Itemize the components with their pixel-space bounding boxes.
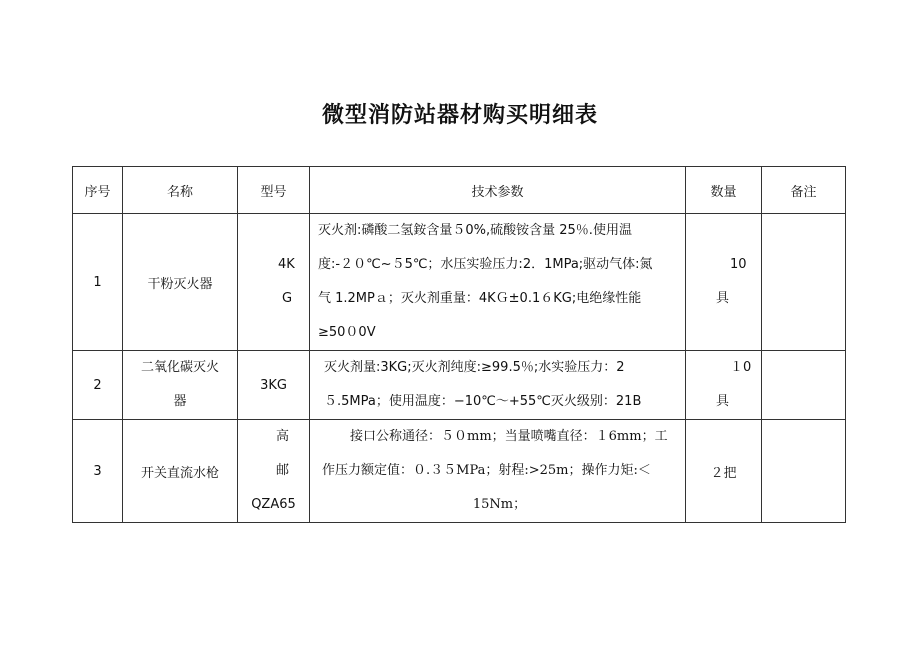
model-line: 邮: [275, 463, 289, 478]
model-line: G: [282, 291, 293, 306]
param-line: 作压力额定值：０.３５MPa；射程:>25m；操作力矩:＜: [322, 463, 651, 478]
name-line: 器: [173, 394, 187, 409]
row-index: 2: [73, 351, 123, 420]
row-params: [310, 420, 686, 523]
param-line: 气 1.2MPａ；灭火剂重量：4KＧ±0.1６KG;电绝缘性能: [318, 291, 642, 306]
row-name: [123, 351, 238, 420]
table-row: [73, 420, 846, 523]
row-index: 1: [73, 214, 123, 351]
header-name: 名称: [123, 167, 238, 214]
table-row: [73, 214, 846, 351]
param-line: ≥50０0V: [318, 325, 376, 340]
row-note: [762, 214, 846, 351]
table-header-row: [73, 167, 846, 214]
page-title: 微型消防站器材购买明细表: [321, 103, 598, 128]
row-name: 干粉灭火器: [123, 214, 238, 351]
row-note: [762, 420, 846, 523]
row-model: 3KG: [238, 351, 310, 420]
model-line: QZA65: [251, 497, 296, 512]
param-line: 15Nm；: [472, 497, 527, 512]
name-line: 二氧化碳灭火: [140, 360, 219, 375]
qty-line: 具: [716, 291, 730, 306]
model-line: 高: [275, 429, 289, 444]
row-qty: [686, 351, 762, 420]
model-line: 4K: [278, 257, 295, 272]
header-params: 技术参数: [310, 167, 686, 214]
table-row: [73, 351, 846, 420]
row-index: 3: [73, 420, 123, 523]
param-line: ５.5MPa；使用温度：−10℃～+55℃灭火级别：21B: [324, 394, 642, 409]
header-note: 备注: [762, 167, 846, 214]
header-qty: 数量: [686, 167, 762, 214]
row-qty: [686, 214, 762, 351]
row-note: [762, 351, 846, 420]
equipment-table: [72, 166, 846, 523]
row-params: [310, 214, 686, 351]
qty-line: 10: [730, 257, 747, 272]
param-line: 接口公称通径：５０mm；当量喷嘴直径：１6mm；工: [350, 429, 668, 444]
param-line: 度:-２０℃~５5℃；水压实验压力:2．1MPa;驱动气体:氮: [318, 257, 653, 272]
row-qty: ２把: [686, 420, 762, 523]
qty-line: １0: [730, 360, 752, 375]
header-index: 序号: [73, 167, 123, 214]
qty-line: 具: [716, 394, 730, 409]
param-line: 灭火剂:磷酸二氢銨含量５0%,硫酸铵含量 25％.使用温: [318, 223, 632, 238]
row-model: [238, 420, 310, 523]
row-model: [238, 214, 310, 351]
row-params: [310, 351, 686, 420]
param-line: 灭火剂量:3KG;灭火剂纯度:≥99.5％;水实验压力：2: [324, 360, 625, 375]
row-name: 开关直流水枪: [123, 420, 238, 523]
header-model: 型号: [238, 167, 310, 214]
